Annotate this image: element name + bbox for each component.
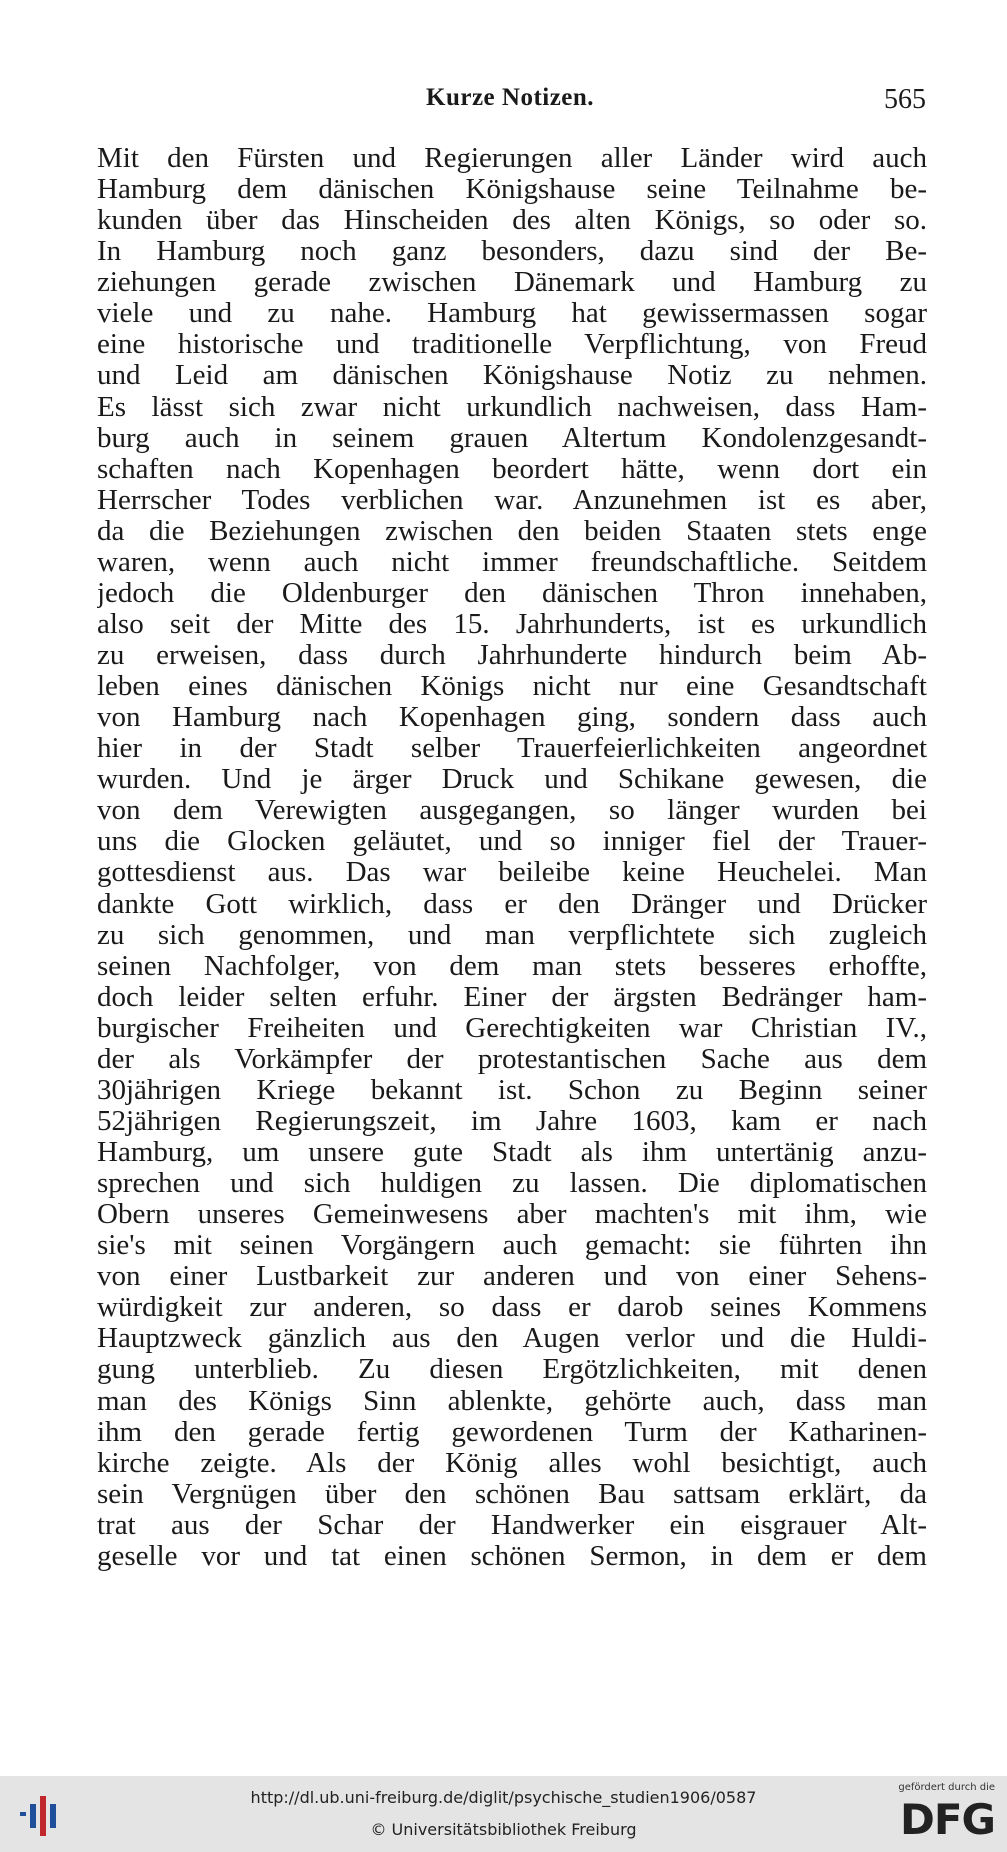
text-line: würdigkeit zur anderen, so dass er darob seines Kommens (97, 1292, 927, 1324)
text-line: von dem Verewigten ausgegangen, so länger wurden bei (97, 795, 927, 827)
section-title: Kurze Notizen. (426, 84, 595, 111)
text-line: seinen Nachfolger, von dem man stets besseres erhoffte, (97, 950, 927, 982)
copyright-notice: © Universitätsbibliothek Freiburg (370, 1820, 637, 1839)
text-line: und Leid am dänischen Königshause Notiz zu nehmen. (97, 360, 927, 392)
source-url-link[interactable]: http://dl.ub.uni-freiburg.de/diglit/psychische_studien1906/0587 (250, 1788, 757, 1807)
text-line: burg auch in seinem grauen Altertum Kondolenzgesandt- (97, 422, 927, 454)
text-line: man des Königs Sinn ablenkte, gehörte auch, dass man (97, 1385, 927, 1417)
text-line: Es lässt sich zwar nicht urkundlich nachweisen, dass Ham- (97, 391, 927, 423)
running-header (96, 84, 926, 120)
text-line: sprechen und sich huldigen zu lassen. Die diplomatischen (97, 1168, 927, 1200)
text-line: Herrscher Todes verblichen war. Anzunehmen ist es aber, (97, 484, 927, 516)
text-line: gottesdienst aus. Das war beileibe keine Heuchelei. Man (97, 857, 927, 889)
dfg-logo (893, 1782, 995, 1846)
text-line: Mit den Fürsten und Regierungen aller Länder wird auch (97, 143, 927, 174)
text-line: Obern unseres Gemeinwesens aber machten's mit ihm, wie (97, 1199, 927, 1231)
text-line: viele und zu nahe. Hamburg hat gewissermassen sogar (97, 298, 927, 330)
text-line: uns die Glocken geläutet, und so inniger fiel der Trauer- (97, 826, 927, 858)
text-line: dankte Gott wirklich, dass er den Dränger und Drücker (97, 888, 927, 920)
text-line: von einer Lustbarkeit zur anderen und von einer Sehens- (97, 1261, 927, 1293)
text-line: doch leider selten erfuhr. Einer der ärgsten Bedränger ham- (97, 981, 927, 1013)
text-line: jedoch die Oldenburger den dänischen Thron innehaben, (97, 577, 927, 609)
text-line: burgischer Freiheiten und Gerechtigkeiten war Christian IV., (97, 1012, 927, 1044)
dfg-wordmark: DFG (899, 1795, 995, 1844)
text-line: Hauptzweck gänzlich aus den Augen verlor und die Huldi- (97, 1323, 927, 1355)
text-line: kirche zeigte. Als der König alles wohl besichtigt, auch (97, 1447, 927, 1479)
text-line: geselle vor und tat einen schönen Sermon, in dem er dem (97, 1540, 927, 1572)
text-line: leben eines dänischen Königs nicht nur eine Gesandtschaft (97, 671, 927, 703)
text-line: kunden über das Hinscheiden des alten Königs, so oder so. (97, 205, 927, 237)
text-line: Hamburg, um unsere gute Stadt als ihm untertänig anzu- (97, 1137, 927, 1168)
text-line: sein Vergnügen über den schönen Bau sattsam erklärt, da (97, 1478, 927, 1510)
text-line: von Hamburg nach Kopenhagen ging, sondern dass auch (97, 702, 927, 734)
text-line: ziehungen gerade zwischen Dänemark und Hamburg zu (97, 267, 927, 299)
text-line: schaften nach Kopenhagen beordert hätte, wenn dort ein (97, 453, 927, 485)
text-line: eine historische und traditionelle Verpflichtung, von Freud (97, 329, 927, 361)
text-line: der als Vorkämpfer der protestantischen Sache aus dem (97, 1043, 927, 1075)
text-line: zu erweisen, dass durch Jahrhunderte hindurch beim Ab- (97, 640, 927, 671)
text-line: hier in der Stadt selber Trauerfeierlichkeiten angeordnet (97, 733, 927, 765)
text-line: trat aus der Schar der Handwerker ein eisgrauer Alt- (97, 1509, 927, 1541)
text-line: In Hamburg noch ganz besonders, dazu sind der Be- (97, 236, 927, 268)
page-number: 565 (884, 84, 926, 115)
text-line: Hamburg dem dänischen Königshause seine Teilnahme be- (97, 174, 927, 206)
text-line: sie's mit seinen Vorgängern auch gemacht: sie führten ihn (97, 1230, 927, 1262)
text-line: 52jährigen Regierungszeit, im Jahre 1603, kam er nach (97, 1105, 927, 1137)
dfg-tagline: gefördert durch die (898, 1782, 995, 1793)
text-line: zu sich genommen, und man verpflichtete sich zugleich (97, 919, 927, 951)
text-line: also seit der Mitte des 15. Jahrhunderts, ist es urkundlich (97, 608, 927, 640)
text-line: ihm den gerade fertig gewordenen Turm der Katharinen- (97, 1416, 927, 1448)
text-line: wurden. Und je ärger Druck und Schikane gewesen, die (97, 764, 927, 796)
viewer-footer (0, 1776, 1007, 1852)
text-line: waren, wenn auch nicht immer freundschaftliche. Seitdem (97, 546, 927, 578)
text-line: da die Beziehungen zwischen den beiden Staaten stets enge (97, 515, 927, 547)
text-line: gung unterblieb. Zu diesen Ergötzlichkeiten, mit denen (97, 1354, 927, 1386)
text-line: 30jährigen Kriege bekannt ist. Schon zu Beginn seiner (97, 1074, 927, 1106)
body-text (97, 143, 927, 1572)
